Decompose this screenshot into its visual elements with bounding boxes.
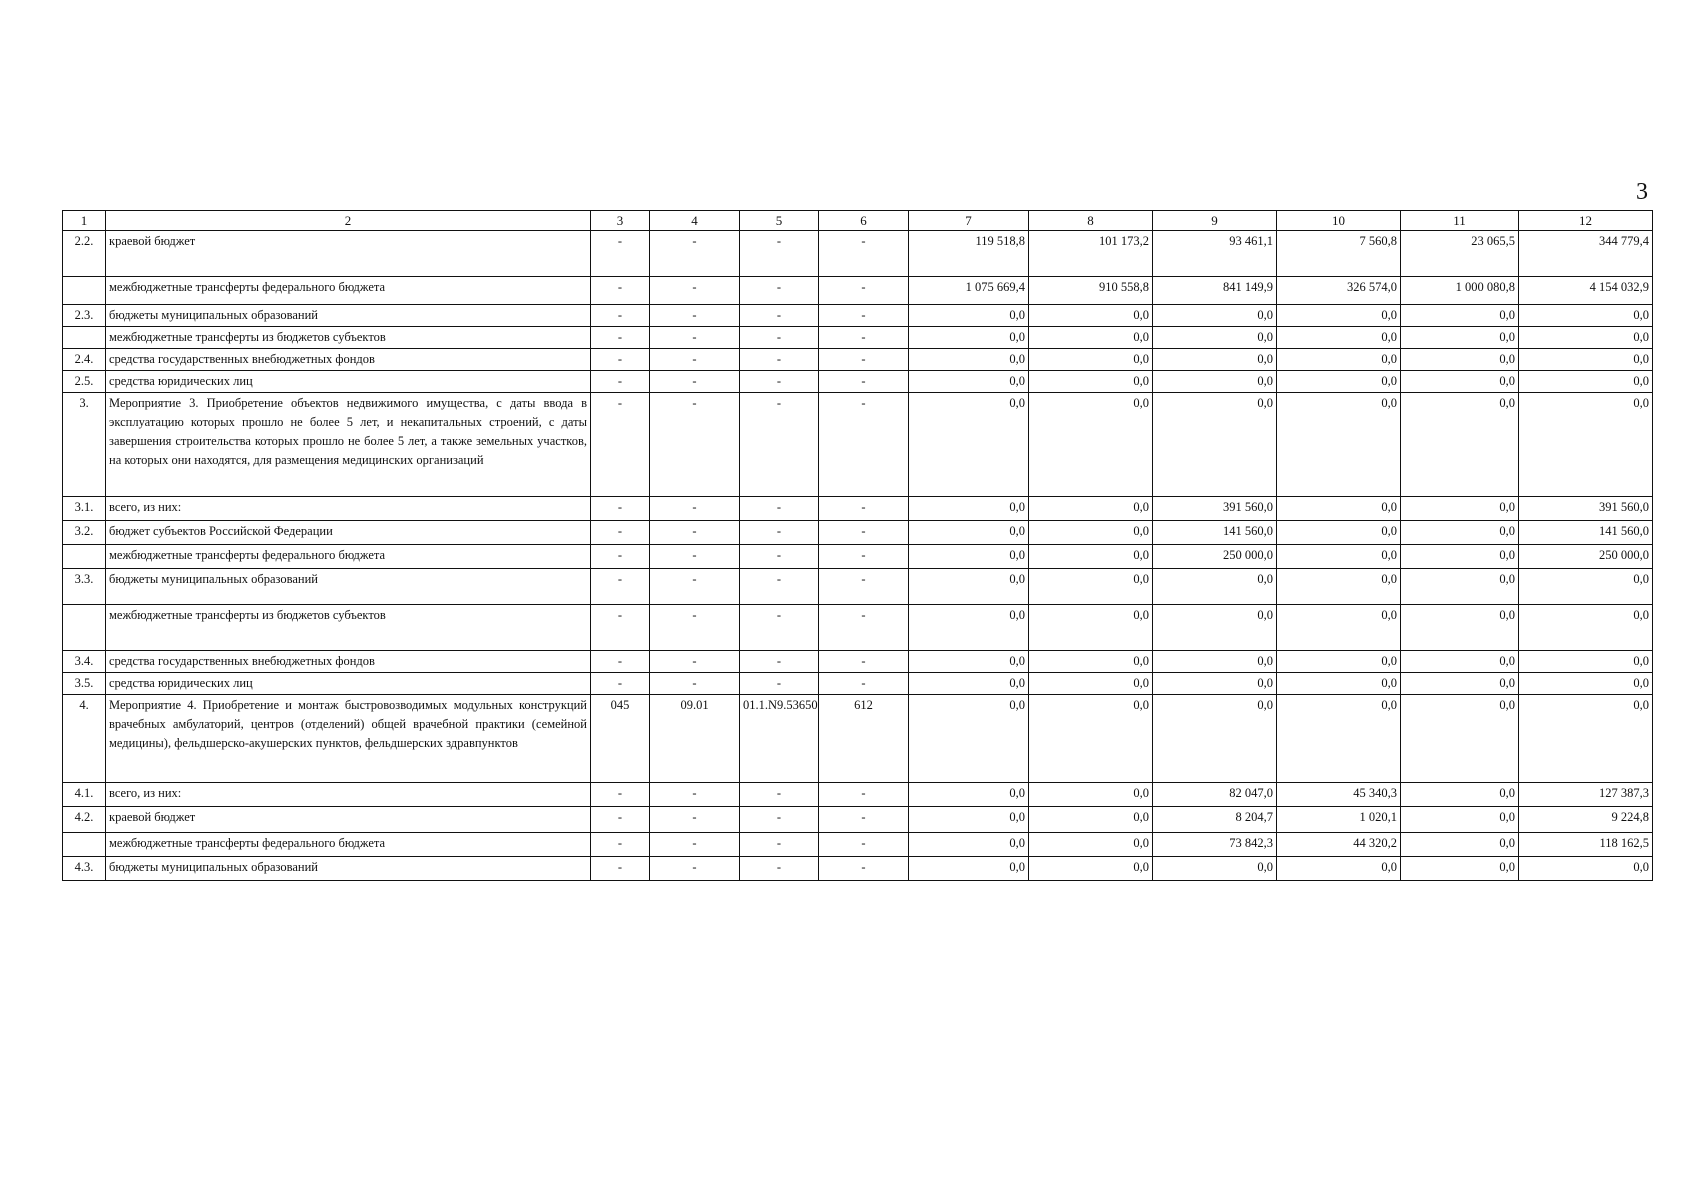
value-cell: 0,0 xyxy=(1153,673,1277,695)
value-cell: 0,0 xyxy=(1029,371,1153,393)
row-name: бюджеты муниципальных образований xyxy=(106,857,591,881)
table-row xyxy=(63,569,1653,605)
table-row xyxy=(63,497,1653,521)
row-name: межбюджетные трансферты федерального бюджета xyxy=(106,833,591,857)
row-name: бюджеты муниципальных образований xyxy=(106,569,591,605)
value-cell: 0,0 xyxy=(1401,605,1519,651)
value-cell: 0,0 xyxy=(1153,695,1277,783)
value-cell: 0,0 xyxy=(1519,651,1653,673)
table-row xyxy=(63,521,1653,545)
code-cell: - xyxy=(740,393,819,497)
code-cell: - xyxy=(819,277,909,305)
value-cell: 0,0 xyxy=(1153,371,1277,393)
value-cell: 0,0 xyxy=(909,545,1029,569)
code-cell: - xyxy=(819,807,909,833)
code-cell: - xyxy=(740,327,819,349)
value-cell: 0,0 xyxy=(1029,807,1153,833)
value-cell: 0,0 xyxy=(1401,497,1519,521)
column-header: 12 xyxy=(1519,211,1653,231)
value-cell: 8 204,7 xyxy=(1153,807,1277,833)
value-cell: 0,0 xyxy=(909,393,1029,497)
row-name: межбюджетные трансферты федерального бюджета xyxy=(106,545,591,569)
value-cell: 344 779,4 xyxy=(1519,231,1653,277)
value-cell: 0,0 xyxy=(1153,857,1277,881)
value-cell: 7 560,8 xyxy=(1277,231,1401,277)
value-cell: 0,0 xyxy=(1029,605,1153,651)
code-cell: - xyxy=(740,349,819,371)
code-cell: - xyxy=(819,673,909,695)
row-name: бюджет субъектов Российской Федерации xyxy=(106,521,591,545)
value-cell: 73 842,3 xyxy=(1153,833,1277,857)
table-row xyxy=(63,673,1653,695)
value-cell: 141 560,0 xyxy=(1519,521,1653,545)
value-cell: 0,0 xyxy=(1277,695,1401,783)
value-cell: 0,0 xyxy=(1029,497,1153,521)
value-cell: 0,0 xyxy=(1277,857,1401,881)
value-cell: 0,0 xyxy=(1401,305,1519,327)
value-cell: 0,0 xyxy=(1401,371,1519,393)
row-name: межбюджетные трансферты из бюджетов субъектов xyxy=(106,605,591,651)
value-cell: 391 560,0 xyxy=(1519,497,1653,521)
code-cell: - xyxy=(591,807,650,833)
table-row xyxy=(63,605,1653,651)
row-name: Мероприятие 3. Приобретение объектов недвижимого имущества, с даты ввода в эксплуатацию которых прошло не более 5 лет, и некапитальных строений, с даты завершения строительства которых прошло не более 5 лет, а также земельных участков, на которых они находятся, для размещения медицинских организаций xyxy=(106,393,591,497)
value-cell: 93 461,1 xyxy=(1153,231,1277,277)
code-cell: - xyxy=(819,393,909,497)
value-cell: 0,0 xyxy=(1401,327,1519,349)
code-cell: - xyxy=(650,393,740,497)
value-cell: 45 340,3 xyxy=(1277,783,1401,807)
row-number: 3.5. xyxy=(63,673,106,695)
value-cell: 0,0 xyxy=(1153,569,1277,605)
row-number xyxy=(63,545,106,569)
row-number: 3. xyxy=(63,393,106,497)
value-cell: 391 560,0 xyxy=(1153,497,1277,521)
row-number: 2.5. xyxy=(63,371,106,393)
value-cell: 0,0 xyxy=(909,807,1029,833)
row-number: 4. xyxy=(63,695,106,783)
value-cell: 0,0 xyxy=(1277,521,1401,545)
value-cell: 0,0 xyxy=(909,349,1029,371)
code-cell: - xyxy=(650,277,740,305)
column-header: 7 xyxy=(909,211,1029,231)
code-cell: - xyxy=(740,807,819,833)
value-cell: 119 518,8 xyxy=(909,231,1029,277)
code-cell: - xyxy=(591,651,650,673)
value-cell: 0,0 xyxy=(1029,651,1153,673)
value-cell: 0,0 xyxy=(909,569,1029,605)
value-cell: 0,0 xyxy=(1519,349,1653,371)
code-cell: - xyxy=(591,673,650,695)
table-row xyxy=(63,277,1653,305)
value-cell: 841 149,9 xyxy=(1153,277,1277,305)
value-cell: 9 224,8 xyxy=(1519,807,1653,833)
table-row xyxy=(63,807,1653,833)
value-cell: 0,0 xyxy=(909,833,1029,857)
row-name: средства юридических лиц xyxy=(106,673,591,695)
table-row xyxy=(63,545,1653,569)
value-cell: 0,0 xyxy=(1401,569,1519,605)
value-cell: 0,0 xyxy=(1029,305,1153,327)
value-cell: 0,0 xyxy=(909,521,1029,545)
code-cell: 045 xyxy=(591,695,650,783)
value-cell: 0,0 xyxy=(1277,393,1401,497)
value-cell: 0,0 xyxy=(1277,651,1401,673)
value-cell: 0,0 xyxy=(1519,857,1653,881)
value-cell: 0,0 xyxy=(1153,651,1277,673)
value-cell: 0,0 xyxy=(1401,651,1519,673)
code-cell: - xyxy=(819,545,909,569)
value-cell: 0,0 xyxy=(1029,393,1153,497)
table-row xyxy=(63,695,1653,783)
code-cell: - xyxy=(591,521,650,545)
value-cell: 101 173,2 xyxy=(1029,231,1153,277)
value-cell: 0,0 xyxy=(1029,673,1153,695)
code-cell: 612 xyxy=(819,695,909,783)
value-cell: 0,0 xyxy=(1029,783,1153,807)
code-cell: 01.1.N9.53650 xyxy=(740,695,819,783)
table-row xyxy=(63,327,1653,349)
code-cell: - xyxy=(650,327,740,349)
value-cell: 0,0 xyxy=(1401,393,1519,497)
value-cell: 0,0 xyxy=(1519,695,1653,783)
code-cell: - xyxy=(591,231,650,277)
column-header: 10 xyxy=(1277,211,1401,231)
code-cell: - xyxy=(591,783,650,807)
value-cell: 0,0 xyxy=(1401,833,1519,857)
code-cell: - xyxy=(740,605,819,651)
code-cell: - xyxy=(650,497,740,521)
column-header: 1 xyxy=(63,211,106,231)
value-cell: 1 075 669,4 xyxy=(909,277,1029,305)
row-number: 2.4. xyxy=(63,349,106,371)
table-row xyxy=(63,349,1653,371)
value-cell: 0,0 xyxy=(1519,305,1653,327)
row-number: 3.2. xyxy=(63,521,106,545)
value-cell: 0,0 xyxy=(1519,393,1653,497)
value-cell: 0,0 xyxy=(909,673,1029,695)
table-row xyxy=(63,231,1653,277)
code-cell: - xyxy=(650,605,740,651)
row-number xyxy=(63,833,106,857)
code-cell: - xyxy=(740,833,819,857)
value-cell: 0,0 xyxy=(1277,327,1401,349)
table-row xyxy=(63,305,1653,327)
code-cell: - xyxy=(591,545,650,569)
row-name: краевой бюджет xyxy=(106,231,591,277)
row-name: средства государственных внебюджетных фондов xyxy=(106,349,591,371)
value-cell: 0,0 xyxy=(1401,521,1519,545)
code-cell: - xyxy=(740,857,819,881)
column-header: 9 xyxy=(1153,211,1277,231)
value-cell: 0,0 xyxy=(1401,807,1519,833)
value-cell: 0,0 xyxy=(909,783,1029,807)
value-cell: 23 065,5 xyxy=(1401,231,1519,277)
code-cell: - xyxy=(740,497,819,521)
row-number: 4.2. xyxy=(63,807,106,833)
value-cell: 0,0 xyxy=(1519,605,1653,651)
code-cell: - xyxy=(650,783,740,807)
code-cell: - xyxy=(819,231,909,277)
code-cell: - xyxy=(650,305,740,327)
value-cell: 0,0 xyxy=(1029,695,1153,783)
code-cell: - xyxy=(650,349,740,371)
table-row xyxy=(63,371,1653,393)
code-cell: - xyxy=(740,783,819,807)
row-name: средства юридических лиц xyxy=(106,371,591,393)
page-number: 3 xyxy=(1636,179,1648,205)
code-cell: - xyxy=(740,651,819,673)
column-header: 5 xyxy=(740,211,819,231)
row-number: 4.3. xyxy=(63,857,106,881)
code-cell: - xyxy=(740,673,819,695)
row-name: межбюджетные трансферты федерального бюджета xyxy=(106,277,591,305)
code-cell: - xyxy=(740,305,819,327)
code-cell: - xyxy=(591,349,650,371)
value-cell: 0,0 xyxy=(1277,569,1401,605)
row-number xyxy=(63,277,106,305)
code-cell: - xyxy=(650,673,740,695)
column-header: 6 xyxy=(819,211,909,231)
table-row xyxy=(63,651,1653,673)
value-cell: 0,0 xyxy=(1153,349,1277,371)
code-cell: - xyxy=(819,833,909,857)
code-cell: - xyxy=(819,497,909,521)
code-cell: - xyxy=(650,231,740,277)
value-cell: 0,0 xyxy=(909,695,1029,783)
code-cell: - xyxy=(591,833,650,857)
value-cell: 82 047,0 xyxy=(1153,783,1277,807)
row-number: 3.3. xyxy=(63,569,106,605)
value-cell: 0,0 xyxy=(1029,833,1153,857)
value-cell: 0,0 xyxy=(1401,673,1519,695)
code-cell: - xyxy=(740,569,819,605)
code-cell: - xyxy=(650,807,740,833)
row-number xyxy=(63,605,106,651)
row-name: Мероприятие 4. Приобретение и монтаж быстровозводимых модульных конструкций врачебных амбулаторий, центров (отделений) общей врачебной практики (семейной медицины), фельдшерско-акушерских пунктов, фельдшерских здравпунктов xyxy=(106,695,591,783)
value-cell: 0,0 xyxy=(909,605,1029,651)
code-cell: - xyxy=(819,569,909,605)
code-cell: - xyxy=(819,349,909,371)
code-cell: - xyxy=(819,651,909,673)
value-cell: 0,0 xyxy=(1153,393,1277,497)
value-cell: 0,0 xyxy=(1401,349,1519,371)
code-cell: - xyxy=(740,277,819,305)
value-cell: 0,0 xyxy=(909,371,1029,393)
value-cell: 326 574,0 xyxy=(1277,277,1401,305)
value-cell: 0,0 xyxy=(1029,349,1153,371)
code-cell: - xyxy=(591,327,650,349)
value-cell: 0,0 xyxy=(1029,545,1153,569)
value-cell: 0,0 xyxy=(1519,371,1653,393)
value-cell: 0,0 xyxy=(1519,569,1653,605)
table-header-row xyxy=(63,211,1653,231)
value-cell: 250 000,0 xyxy=(1153,545,1277,569)
value-cell: 0,0 xyxy=(1401,783,1519,807)
code-cell: - xyxy=(740,371,819,393)
row-name: межбюджетные трансферты из бюджетов субъектов xyxy=(106,327,591,349)
value-cell: 0,0 xyxy=(1029,857,1153,881)
value-cell: 0,0 xyxy=(909,651,1029,673)
value-cell: 0,0 xyxy=(1277,349,1401,371)
code-cell: - xyxy=(591,305,650,327)
code-cell: 09.01 xyxy=(650,695,740,783)
value-cell: 141 560,0 xyxy=(1153,521,1277,545)
code-cell: - xyxy=(650,857,740,881)
table-row xyxy=(63,833,1653,857)
code-cell: - xyxy=(650,833,740,857)
code-cell: - xyxy=(591,393,650,497)
row-number: 3.4. xyxy=(63,651,106,673)
value-cell: 0,0 xyxy=(1153,605,1277,651)
code-cell: - xyxy=(591,277,650,305)
value-cell: 0,0 xyxy=(1519,327,1653,349)
code-cell: - xyxy=(650,371,740,393)
table-row xyxy=(63,783,1653,807)
code-cell: - xyxy=(591,569,650,605)
row-number: 2.2. xyxy=(63,231,106,277)
code-cell: - xyxy=(740,545,819,569)
code-cell: - xyxy=(591,371,650,393)
value-cell: 0,0 xyxy=(909,305,1029,327)
column-header: 2 xyxy=(106,211,591,231)
row-name: всего, из них: xyxy=(106,783,591,807)
value-cell: 118 162,5 xyxy=(1519,833,1653,857)
column-header: 3 xyxy=(591,211,650,231)
table-row xyxy=(63,857,1653,881)
value-cell: 44 320,2 xyxy=(1277,833,1401,857)
value-cell: 910 558,8 xyxy=(1029,277,1153,305)
row-number xyxy=(63,327,106,349)
row-name: краевой бюджет xyxy=(106,807,591,833)
value-cell: 4 154 032,9 xyxy=(1519,277,1653,305)
code-cell: - xyxy=(819,521,909,545)
value-cell: 0,0 xyxy=(909,857,1029,881)
column-header: 11 xyxy=(1401,211,1519,231)
row-number: 3.1. xyxy=(63,497,106,521)
code-cell: - xyxy=(819,371,909,393)
row-number: 2.3. xyxy=(63,305,106,327)
table-row xyxy=(63,393,1653,497)
value-cell: 0,0 xyxy=(909,497,1029,521)
value-cell: 0,0 xyxy=(1401,545,1519,569)
value-cell: 0,0 xyxy=(1277,305,1401,327)
value-cell: 0,0 xyxy=(1401,857,1519,881)
column-header: 8 xyxy=(1029,211,1153,231)
code-cell: - xyxy=(819,327,909,349)
code-cell: - xyxy=(650,545,740,569)
budget-table xyxy=(62,210,1653,881)
code-cell: - xyxy=(650,651,740,673)
code-cell: - xyxy=(740,231,819,277)
row-name: бюджеты муниципальных образований xyxy=(106,305,591,327)
value-cell: 0,0 xyxy=(1029,327,1153,349)
value-cell: 0,0 xyxy=(1153,327,1277,349)
code-cell: - xyxy=(650,521,740,545)
value-cell: 0,0 xyxy=(1519,673,1653,695)
code-cell: - xyxy=(591,605,650,651)
value-cell: 127 387,3 xyxy=(1519,783,1653,807)
code-cell: - xyxy=(591,497,650,521)
row-name: средства государственных внебюджетных фондов xyxy=(106,651,591,673)
row-number: 4.1. xyxy=(63,783,106,807)
code-cell: - xyxy=(819,857,909,881)
code-cell: - xyxy=(819,305,909,327)
value-cell: 0,0 xyxy=(1401,695,1519,783)
code-cell: - xyxy=(650,569,740,605)
row-name: всего, из них: xyxy=(106,497,591,521)
value-cell: 0,0 xyxy=(1029,569,1153,605)
code-cell: - xyxy=(819,605,909,651)
value-cell: 0,0 xyxy=(909,327,1029,349)
value-cell: 0,0 xyxy=(1277,371,1401,393)
value-cell: 250 000,0 xyxy=(1519,545,1653,569)
column-header: 4 xyxy=(650,211,740,231)
value-cell: 0,0 xyxy=(1277,673,1401,695)
code-cell: - xyxy=(819,783,909,807)
value-cell: 0,0 xyxy=(1277,545,1401,569)
value-cell: 1 000 080,8 xyxy=(1401,277,1519,305)
value-cell: 0,0 xyxy=(1277,605,1401,651)
value-cell: 1 020,1 xyxy=(1277,807,1401,833)
value-cell: 0,0 xyxy=(1153,305,1277,327)
value-cell: 0,0 xyxy=(1029,521,1153,545)
code-cell: - xyxy=(740,521,819,545)
code-cell: - xyxy=(591,857,650,881)
value-cell: 0,0 xyxy=(1277,497,1401,521)
